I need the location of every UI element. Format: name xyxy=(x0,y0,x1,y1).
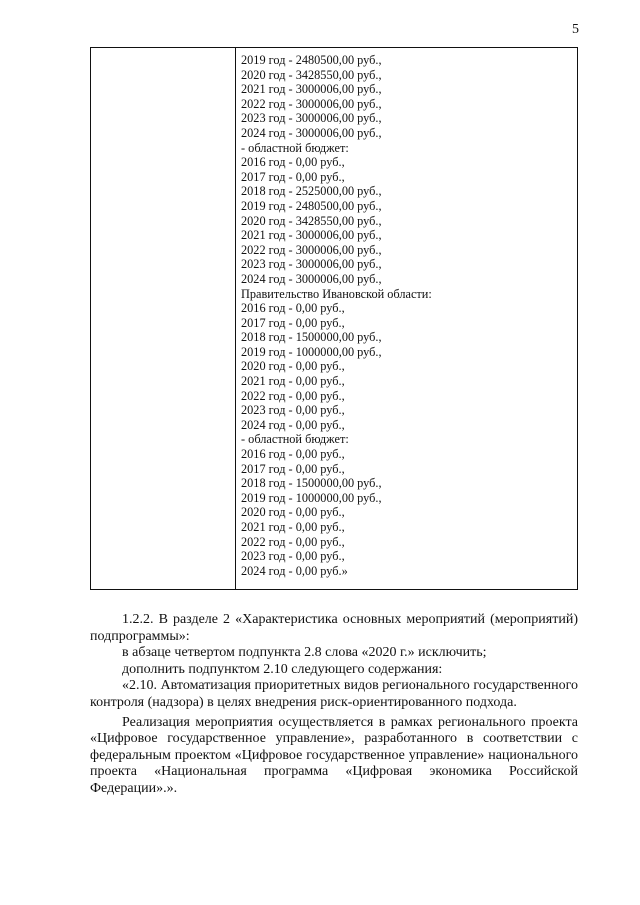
funding-line: 2024 год - 3000006,00 руб., xyxy=(241,125,382,140)
paragraph-section-2-heading: 1.2.2. В разделе 2 «Характеристика основных мероприятий (мероприятий) подпрограммы»: xyxy=(90,612,578,644)
funding-line: 2016 год - 0,00 руб., xyxy=(241,301,345,316)
funding-line: 2019 год - 1000000,00 руб., xyxy=(241,490,382,505)
page-number: 5 xyxy=(572,22,579,37)
paragraph-subsection-2-10: «2.10. Автоматизация приоритетных видов регионального государственного контроля (надзора) в целях внедрения риск-ориентированного подхода. xyxy=(90,678,578,710)
funding-line: - областной бюджет: xyxy=(241,140,349,155)
funding-line: 2023 год - 3000006,00 руб., xyxy=(241,257,382,272)
funding-line: 2016 год - 0,00 руб., xyxy=(241,155,345,170)
funding-line: 2020 год - 3428550,00 руб., xyxy=(241,67,382,82)
funding-line: 2019 год - 2480500,00 руб., xyxy=(241,198,382,213)
funding-line: 2018 год - 2525000,00 руб., xyxy=(241,184,382,199)
funding-line: 2023 год - 0,00 руб., xyxy=(241,549,345,564)
funding-line: 2022 год - 0,00 руб., xyxy=(241,388,345,403)
funding-line: 2018 год - 1500000,00 руб., xyxy=(241,330,382,345)
funding-line: 2021 год - 0,00 руб., xyxy=(241,520,345,534)
funding-line: 2024 год - 3000006,00 руб., xyxy=(241,271,382,286)
paragraph-implementation: Реализация мероприятия осуществляется в рамках регионального проекта «Цифровое государственное управление», разработанного в соответствии с федеральным проектом «Цифровое государственное управление» национального проекта «Национальная программа «Цифровая экономика Российской Федерации».». xyxy=(90,714,578,796)
funding-line: 2024 год - 0,00 руб., xyxy=(241,417,345,432)
funding-line: 2017 год - 0,00 руб., xyxy=(241,461,345,476)
amendment-text xyxy=(90,612,578,798)
funding-line: 2022 год - 3000006,00 руб., xyxy=(241,242,382,257)
funding-line: 2023 год - 3000006,00 руб., xyxy=(241,111,382,126)
funding-line: 2022 год - 3000006,00 руб., xyxy=(241,96,382,111)
funding-line: 2024 год - 0,00 руб.» xyxy=(241,563,348,578)
funding-line: - областной бюджет: xyxy=(241,432,349,447)
funding-line: 2019 год - 1000000,00 руб., xyxy=(241,344,382,359)
funding-list xyxy=(241,53,432,578)
column-divider xyxy=(235,48,236,589)
funding-line: 2018 год - 1500000,00 руб., xyxy=(241,476,382,491)
funding-line: 2020 год - 0,00 руб., xyxy=(241,505,345,520)
funding-line: 2019 год - 2480500,00 руб., xyxy=(241,53,382,67)
paragraph-exclude-words: в абзаце четвертом подпункта 2.8 слова «2020 г.» исключить; xyxy=(122,645,487,661)
funding-line: 2017 год - 0,00 руб., xyxy=(241,315,345,330)
funding-line: 2021 год - 3000006,00 руб., xyxy=(241,82,382,97)
funding-line: Правительство Ивановской области: xyxy=(241,286,432,301)
paragraph-add-subsection: дополнить подпунктом 2.10 следующего содержания: xyxy=(122,661,443,677)
funding-line: 2020 год - 0,00 руб., xyxy=(241,359,345,374)
funding-table xyxy=(90,47,578,590)
funding-line: 2020 год - 3428550,00 руб., xyxy=(241,213,382,228)
funding-line: 2017 год - 0,00 руб., xyxy=(241,169,345,184)
funding-line: 2021 год - 0,00 руб., xyxy=(241,374,345,389)
funding-line: 2016 год - 0,00 руб., xyxy=(241,447,345,462)
funding-line: 2023 год - 0,00 руб., xyxy=(241,403,345,418)
funding-line: 2021 год - 3000006,00 руб., xyxy=(241,228,382,243)
funding-line: 2022 год - 0,00 руб., xyxy=(241,534,345,549)
